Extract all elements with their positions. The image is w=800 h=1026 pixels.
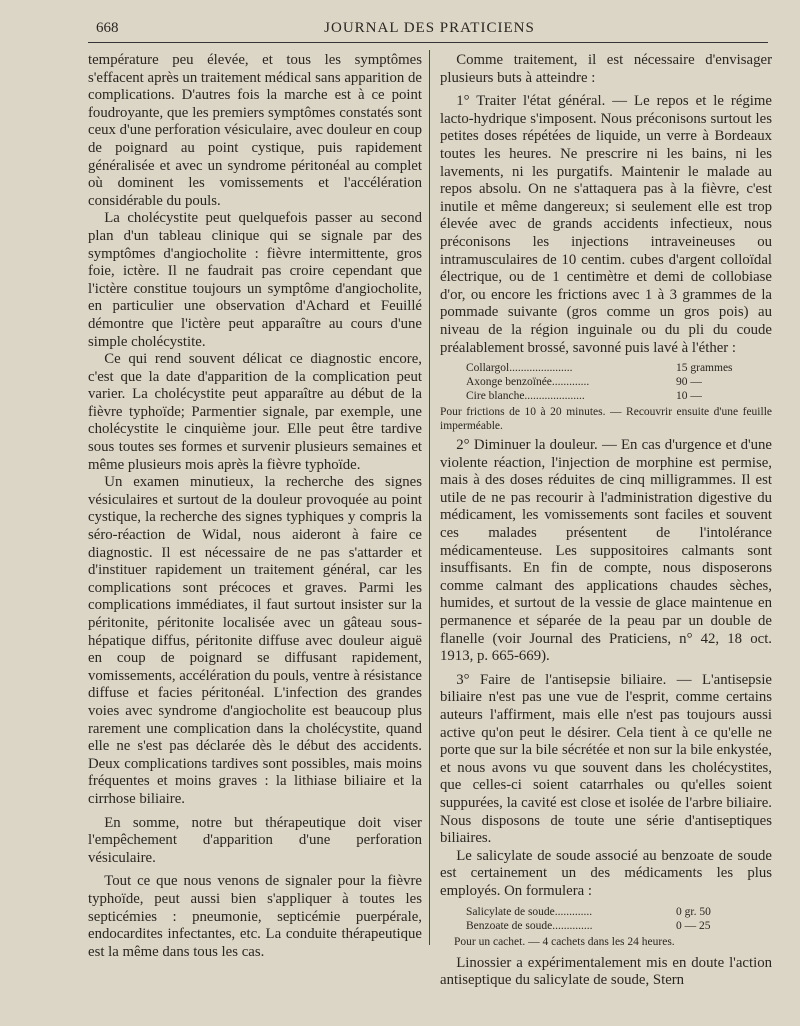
ingredient-quantity: 0 — 25 — [676, 919, 711, 932]
recipe-note: Pour un cachet. — 4 cachets dans les 24 heures. — [454, 935, 675, 948]
recipe-salicylate — [466, 905, 772, 933]
journal-title: JOURNAL DES PRATICIENS — [324, 20, 535, 36]
ingredient-name: Collargol...................... — [466, 362, 573, 375]
ingredient-quantity: 15 grammes — [676, 362, 733, 375]
paragraph: La cholécystite peut quelquefois passer au second plan d'un tableau clinique qui se signale par des symptômes d'angiocholite : fièvre intermittente, gros foie, ictère. Il ne faudrait pas croire cependant que l'ictère constitue toujours un symptôme d'angiocholite, en particulier une observation d'Achard et Feuillé démontre que l'ictère peut apparaître au cours d'une simple cholécystite. — [88, 210, 422, 350]
paragraph: Linossier a expérimentalement mis en doute l'action antiseptique du salicylate de soude, Stern — [440, 954, 772, 989]
paragraph: température peu élevée, et tous les symptômes s'effacent après un traitement médical sans apparition de complications. D'autres fois la marche est à ce point foudroyante, que les premiers symptômes constatés sont ceux d'une perforation vésiculaire, avec douleur en coup de poignard au point cystique, puis rapidement généralisée et avec un syndrome péritonéal au complet où dominent les vomissements et l'accélération considérable du pouls. — [88, 52, 422, 209]
ingredient-name: Axonge benzoïnée............. — [466, 376, 590, 389]
paragraph: Le salicylate de soude associé au benzoate de soude est certainement un des médicaments les plus employés. On formulera : — [440, 847, 772, 899]
paragraph: 2° Diminuer la douleur. — En cas d'urgence et d'une violente réaction, l'injection de morphine est permise, mais à des doses réduites de cinq milligrammes. Il est utile de ne pas recourir à l'administration digestive du médicament, les vomissements sont faciles et souvent ces malades présentent de l'intolérance médicamenteuse. Les suppositoires calmants sont insuffisants. En fin de compte, nous disposerons comme calmant des applications chaudes sèches, humides, et surtout de la vessie de glace maintenue en permanence et séparée de la peau par un double de flanelle (voir Journal des Praticiens, n° 42, 18 oct. 1913, p. 665-669). — [440, 437, 772, 665]
ingredient-quantity: 90 — — [676, 376, 702, 389]
recipe-row — [466, 905, 772, 919]
paragraph: Tout ce que nous venons de signaler pour la fièvre typhoïde, peut aussi bien s'appliquer à toutes les septicémies : pneumonie, septicémie puerpérale, endocardites infectantes, etc. La conduite thérapeutique est la même dans tous les cas. — [88, 873, 422, 960]
page-header — [92, 18, 767, 42]
ingredient-quantity: 0 gr. 50 — [676, 905, 711, 918]
recipe-row — [466, 361, 772, 375]
paragraph: 1° Traiter l'état général. — Le repos et le régime lacto-hydrique s'imposent. Nous préconisons surtout les petites doses répétées de liquide, un verre à Bordeaux toutes les heures. Ne prescrire ni les bains, ni les lavements, ni les purgatifs. Maintenir le malade au repos absolu. On ne s'attaquera pas à la fièvre, c'est inutile et même dangereux; si seulement elle est trop élevée avec de grands accidents infectieux, nous préconisons les injections intraveineuses ou intramusculaires de 10 centim. cubes d'argent colloïdal électrique, ou de 1 centimètre et demi de collobiase d'or, ou encore les frictions avec 1 à 3 grammes de la pommade suivante (gros comme un gros pois) au niveau de la région inguinale ou du pli du coude préalablement brossé, savonné puis lavé à l'éther : — [440, 93, 772, 356]
ingredient-name: Salicylate de soude............. — [466, 905, 593, 918]
ingredient-name: Cire blanche..................... — [466, 390, 585, 403]
page-number: 668 — [96, 20, 119, 36]
left-column — [88, 52, 422, 961]
recipe-note: Pour frictions de 10 à 20 minutes. — Recouvrir ensuite d'une feuille imperméable. — [440, 406, 772, 433]
right-column — [440, 52, 772, 990]
recipe-row — [466, 919, 772, 933]
paragraph: En somme, notre but thérapeutique doit viser l'empêchement d'apparition d'une perforation vésiculaire. — [88, 814, 422, 866]
paragraph: 3° Faire de l'antisepsie biliaire. — L'antisepsie biliaire n'est pas une vue de l'esprit, comme certains auteurs l'affirment, mais elle n'est pas toujours aussi active qu'on peut le désirer. Cela tient à ce qu'elle ne porte que sur la bile sécrétée et non sur la bile enkystée, et nous avons vu que souvent dans les cholécystites, que celles-ci soient catarrhales ou qu'elles soient suppurées, la cavité est close et isolée de l'arbre biliaire. Nous disposons de toute une série d'antiseptiques biliaires. — [440, 671, 772, 847]
ingredient-name: Benzoate de soude.............. — [466, 919, 593, 932]
recipe-collargol — [466, 361, 772, 403]
paragraph: Comme traitement, il est nécessaire d'envisager plusieurs buts à atteindre : — [440, 52, 772, 86]
recipe-row — [466, 375, 772, 389]
ingredient-quantity: 10 — — [676, 390, 702, 403]
recipe-row — [466, 389, 772, 403]
paragraph: Ce qui rend souvent délicat ce diagnostic encore, c'est que la date d'apparition de la complication peut varier. La cholécystite peut apparaître au début de la fièvre typhoïde; Parmentier signale, par exemple, une cholécystite le cinquième jour. Elle peut être tardive sous toutes ses formes et survenir plusieurs semaines et même plusieurs mois après la fièvre typhoïde. — [88, 351, 422, 473]
header-rule — [88, 42, 768, 43]
column-divider — [429, 50, 430, 945]
paragraph: Un examen minutieux, la recherche des signes vésiculaires et surtout de la douleur provoquée au point cystique, la recherche des signes typhiques y compris la séro-réaction de Widal, nous aideront à faire ce diagnostic. Il est nécessaire de ne pas s'attarder et d'instituer rapidement un traitement général, car les complications sont précoces et graves. Parmi les complications immédiates, il faut surtout insister sur la péritonite, péritonite localisée avec un gâteau sous-hépatique diffus, péritonite diffuse avec douleur aiguë en coup de poignard se diffusant rapidement, vomissements, accélération du pouls, ventre à résistance diffuse et facies péritonéal. L'infection des grandes voies avec syndrome d'angiocholite est beaucoup plus rarement une complication dans la cholécystite, quand elle ne s'est pas déclarée dès le début des accidents. Deux complications tardives sont possibles, mais moins fréquentes et moins graves : la lithiase biliaire et la cirrhose biliaire. — [88, 474, 422, 807]
